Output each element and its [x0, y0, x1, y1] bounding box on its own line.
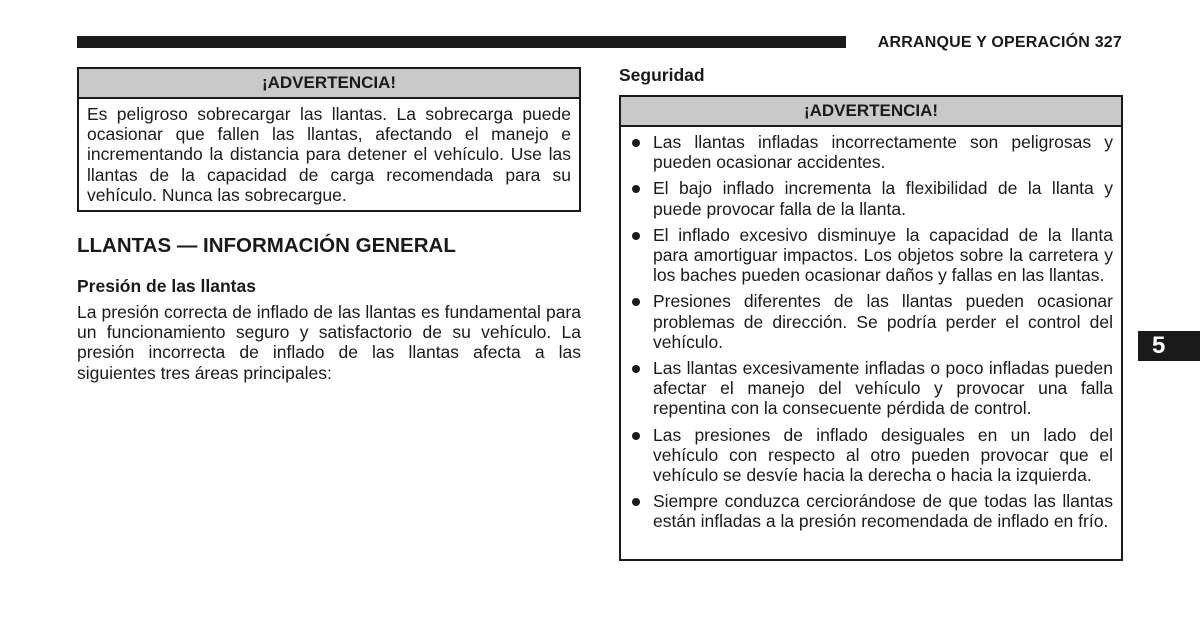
tire-pressure-paragraph: La presión correcta de inflado de las llantas es fundamental para un funcionamiento seguro y satisfactorio de su vehículo. La presión incorrecta de inflado de las llantas afecta a las siguientes tres áreas principales: [77, 302, 581, 383]
list-item-text: Las llantas infladas incorrectamente son peligrosas y pueden ocasionar accidentes. [653, 132, 1113, 173]
list-item [631, 132, 1113, 172]
section-title: LLANTAS — INFORMACIÓN GENERAL [77, 234, 456, 257]
chapter-tab: 5 [1138, 331, 1200, 361]
security-warning-list [621, 127, 1121, 532]
list-item-text: Las llantas excesivamente infladas o poco infladas pueden afectar el manejo del vehículo y provocar una falla repentina con la consecuente pérdida de control. [653, 358, 1113, 419]
list-item [631, 491, 1113, 531]
list-item-text: Las presiones de inflado desiguales en un lado del vehículo con respecto al otro pueden provocar que el vehículo se desvíe hacia la derecha o hacia la izquierda. [653, 424, 1113, 486]
overload-warning-title: ¡ADVERTENCIA! [79, 69, 579, 99]
list-item [631, 225, 1113, 286]
list-item [631, 178, 1113, 218]
list-item-text: Presiones diferentes de las llantas pueden ocasionar problemas de dirección. Se podría perder el control del vehículo. [653, 291, 1113, 352]
security-warning-title: ¡ADVERTENCIA! [621, 97, 1121, 127]
bullet-icon [632, 139, 640, 147]
list-item [631, 291, 1113, 352]
overload-warning-box [77, 67, 581, 212]
header-rule [77, 36, 846, 48]
list-item-text: Siempre conduzca cerciorándose de que todas las llantas están infladas a la presión recomendada de inflado en frío. [653, 491, 1113, 532]
overload-warning-text: Es peligroso sobrecargar las llantas. La sobrecarga puede ocasionar que fallen las llantas, afectando el manejo e incrementando la distancia para detener el vehículo. Use las llantas de la capacidad de carga recomendada para su vehículo. Nunca las sobrecargue. [87, 104, 571, 205]
list-item [631, 358, 1113, 419]
list-item [631, 425, 1113, 486]
tire-pressure-subheading: Presión de las llantas [77, 276, 256, 296]
list-item-text: El inflado excesivo disminuye la capacidad de la llanta para amortiguar impactos. Los objetos sobre la carretera y los baches pueden ocasionar daños y fallas en las llantas. [653, 224, 1113, 286]
bullet-icon [632, 498, 640, 506]
running-header-title: ARRANQUE Y OPERACIÓN 327 [877, 34, 1122, 51]
security-subheading: Seguridad [619, 65, 705, 85]
bullet-icon [632, 432, 640, 440]
bullet-icon [632, 185, 640, 193]
bullet-icon [632, 298, 640, 306]
bullet-icon [632, 365, 640, 373]
security-warning-box [619, 95, 1123, 561]
bullet-icon [632, 232, 640, 240]
list-item-text: El bajo inflado incrementa la flexibilidad de la llanta y puede provocar falla de la llanta. [653, 178, 1113, 219]
